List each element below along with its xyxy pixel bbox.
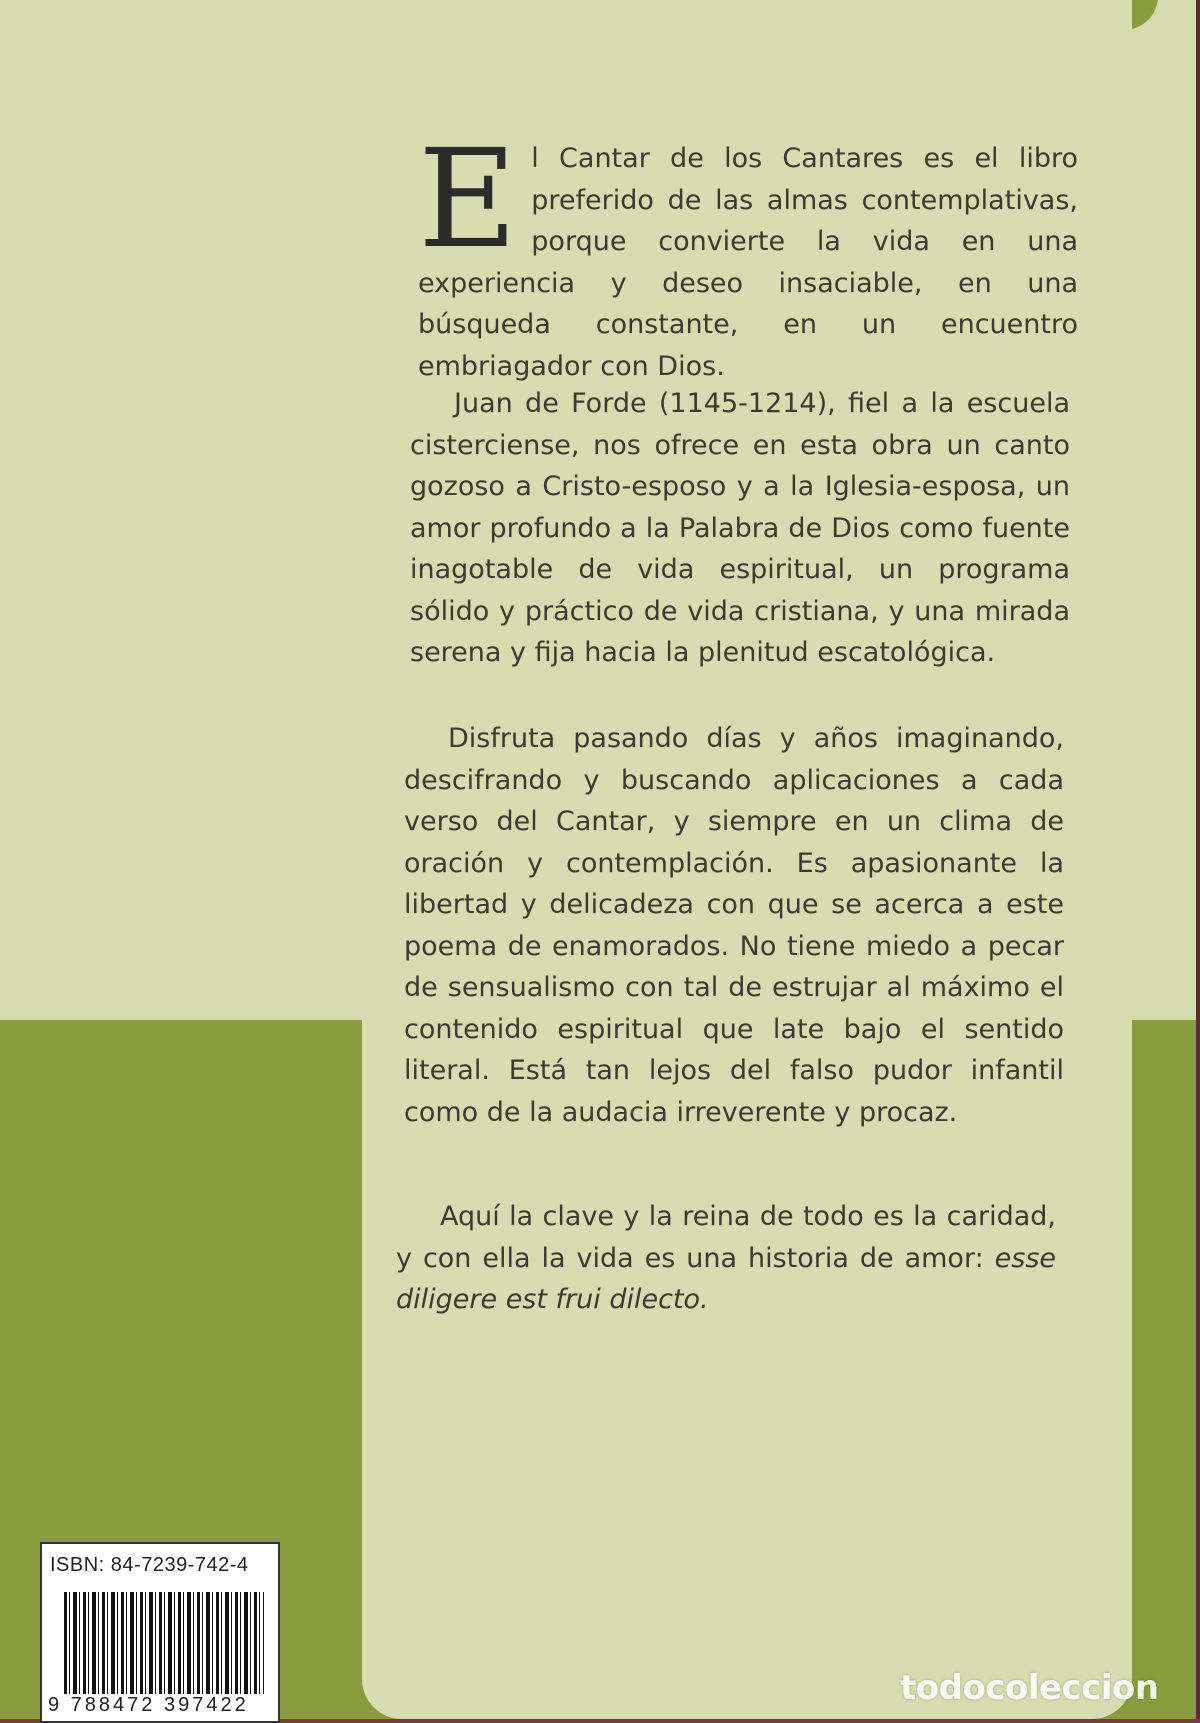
drop-cap: E	[418, 121, 518, 279]
paragraph-1	[418, 121, 1078, 387]
paragraph-4-text: Aquí la clave y la reina de todo es la caridad, y con ella la vida es una historia de amor:	[396, 1201, 1056, 1274]
barcode	[64, 1592, 264, 1694]
isbn-number: ISBN: 84-7239-742-4	[50, 1554, 249, 1576]
isbn-label	[40, 1542, 280, 1723]
paragraph-2: Juan de Forde (1145-1214), fiel a la escuela cisterciense, nos ofrece en esta obra un canto gozoso a Cristo-esposo y a la Iglesia-esposa, un amor profundo a la Palabra de Dios como fuente inagotable de vida espiritual, un programa sólido y práctico de vida cristiana, y una mirada serena y fija hacia la plenitud escatológica.	[410, 388, 1070, 668]
paragraph-1-text: l Cantar de los Cantares es el libro preferido de las almas contemplativas, porque convierte la vida en una experiencia y deseo insaciable, en una búsqueda constante, en un encuentro embriagador con Dios.	[418, 143, 1078, 382]
paragraph-4	[396, 1196, 1056, 1321]
barcode-digits: 9 788472 397422	[48, 1694, 249, 1716]
latin-phrase: esse diligere est frui dilecto.	[396, 1242, 1056, 1315]
watermark: todocoleccion	[900, 1668, 1159, 1708]
paragraph-3: Disfruta pasando días y años imaginando, descifrando y buscando aplicaciones a cada verso del Cantar, y siempre en un clima de oración y contemplación. Es apasionante la libertad y delicadeza con que se acerca a este poema de enamorados. No tiene miedo a pecar de sensualismo con tal de estrujar al máximo el contenido espiritual que late bajo el sentido literal. Está tan lejos del falso pudor infantil como de la audacia irreverente y procaz.	[404, 723, 1064, 1128]
